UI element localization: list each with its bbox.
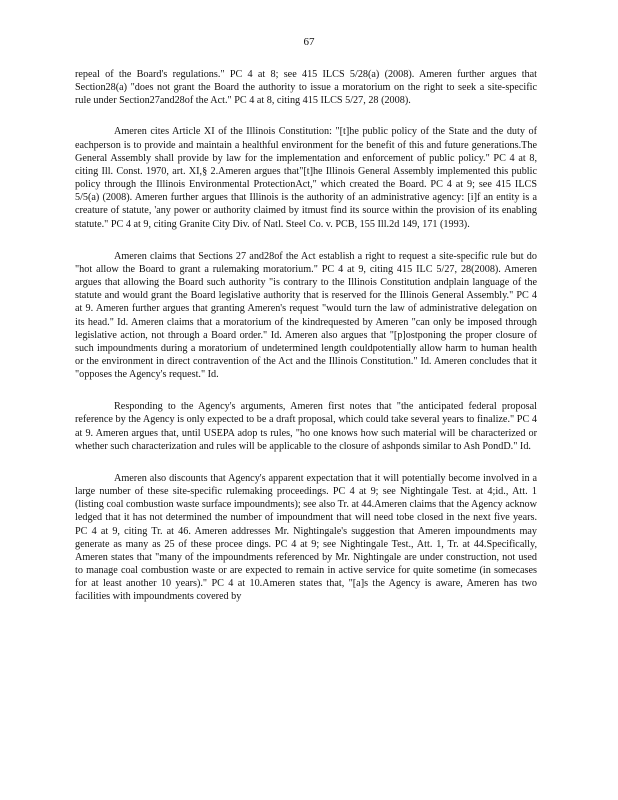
- paragraph-3: Ameren claims that Sections 27 and28of the Act establish a right to request a site-specific rule but do "hot allow the Board to grant a rulemaking moratorium." PC 4 at 9, citing 415 ILC 5/27, 28(2008). Ameren argues that allowing the Board such authority "is contrary to the Illinois Constitution andplain language of the statute and would grant the Board legislative authority that is reserved for the Illinois General Assembly." PC 4 at 9. Ameren further argues that granting Ameren's request "would turn the law of administrative delegation on its head." Id. Ameren claims that a moratorium of the kindrequested by Ameren "can only be imposed through legislative action, not through a Board order." Id. Ameren also argues that "[p]ostponing the proper closure of such impoundments during a moratorium of undetermined length couldpotentially allow harm to human health or the environment in direct contravention of the Act and the Illinois Constitution." Id. Ameren concludes that it "opposes the Agency's request." Id.: [75, 250, 537, 381]
- paragraph-5: Ameren also discounts that Agency's apparent expectation that it will potentially become involved in a large number of these site-specific rulemaking proceedings. PC 4 at 9; see Nightingale Test. at 4;id., Att. 1 (listing coal combustion waste surface impoundments); see also Tr. at 44.Ameren claims that the Agency acknow ledged that it has not determined the number of impoundment that will need tobe closed in the next five years. PC 4 at 9, citing Tr. at 46. Ameren addresses Mr. Nightingale's suggestion that Ameren impoundments may generate as many as 25 of these procee dings. PC 4 at 9; see Nightingale Test., Att. 1, Tr. at 44.Specifically, Ameren states that "many of the impoundments referenced by Mr. Nightingale are under construction, not used to manage coal combustion waste or are expected to remain in active service for quite sometime (in somecases for at least another 10 years)." PC 4 at 10.Ameren states that, "[a]s the Agency is aware, Ameren has two facilities with impoundments covered by: [75, 472, 537, 603]
- paragraph-1: repeal of the Board's regulations." PC 4 at 8; see 415 ILCS 5/28(a) (2008). Ameren further argues that Section28(a) "does not grant the Board the authority to issue a moratorium on the right to seek a site-specific rule under Section27and28of the Act." PC 4 at 8, citing 415 ILCS 5/27, 28 (2008).: [75, 69, 537, 107]
- document-body: [75, 68, 537, 622]
- paragraph-4: Responding to the Agency's arguments, Ameren first notes that "the anticipated federal proposal reference by the Agency is only expected to be a draft proposal, which could take several years to finalize." PC 4 at 9. Ameren argues that, until USEPA adop ts rules, "ho one knows how such material will be characterized or whether such characterization and rules will be applicable to the closure of ashponds similar to Ash PondD." Id.: [75, 401, 537, 452]
- page-number: 67: [303, 36, 315, 48]
- paragraph-2: Ameren cites Article XI of the Illinois Constitution: "[t]he public policy of the State and the duty of eachperson is to provide and maintain a healthful environment for the benefit of this and future generations.The General Assembly shall provide by law for the implementation and enforcement of public policy." PC 4 at 8, citing Ill. Const. 1970, art. XI,§ 2.Ameren argues that"[t]he Illinois General Assembly implemented this public policy through the Illinois Environmental ProtectionAct," which created the Board. PC 4 at 9; see 415 ILCS 5/5(a) (2008). Ameren further argues that Illinois is the authority of an administrative agency: [i]f an entity is a creature of statute, 'any power or authority claimed by itmust find its source within the provision of its enabling statute." PC 4 at 9, citing Granite City Div. of Natl. Steel Co. v. PCB, 155 Ill.2d 149, 171 (1993).: [75, 126, 537, 230]
